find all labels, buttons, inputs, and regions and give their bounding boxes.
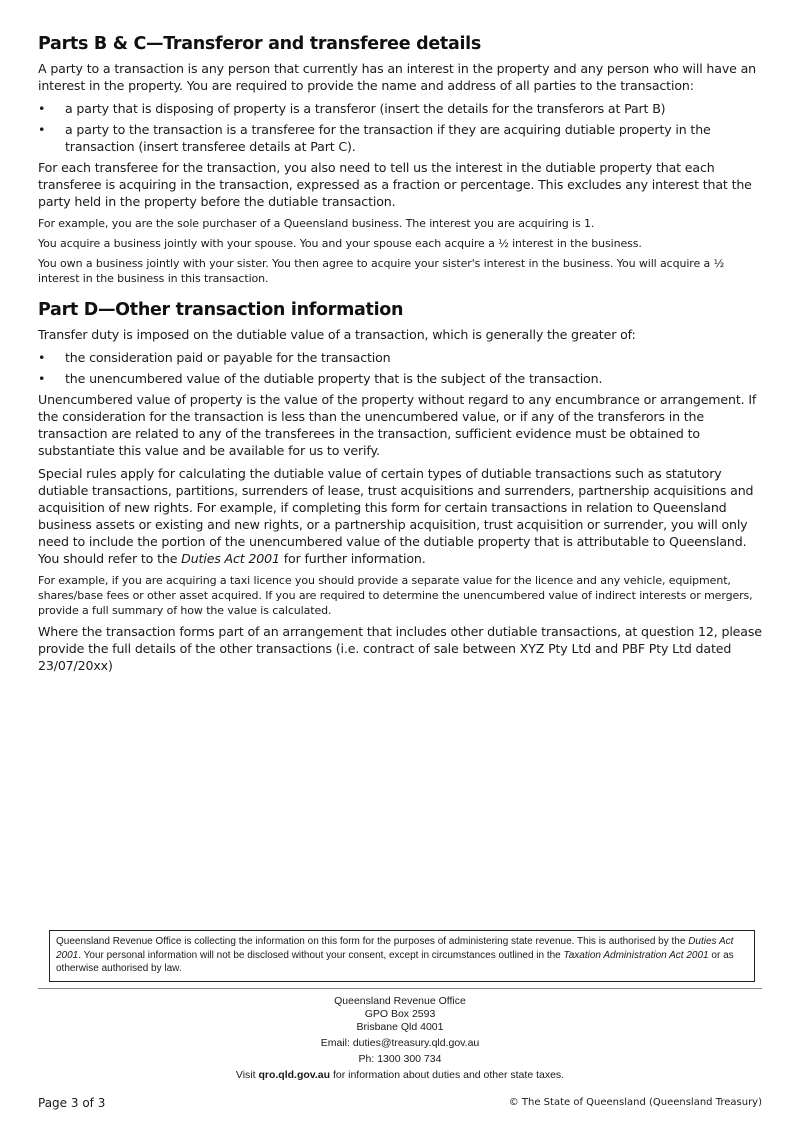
bullet-icon: • xyxy=(38,122,46,137)
example-sole-purchaser: For example, you are the sole purchaser of a Queensland business. The interest you are acquiring is 1. xyxy=(38,217,595,230)
contact-block xyxy=(38,995,762,1082)
page-number: Page 3 of 3 xyxy=(38,1096,106,1110)
special-rules-paragraph: Special rules apply for calculating the dutiable value of certain types of dutiable transactions such as statutory dutiable transactions, partitions, surrenders of lease, trust acquisitions and surrenders, partnership acquisitions and acquisition of new rights. For example, if completing this form for certain transactions in relation to Queensland business assets or existing and new rights, or a partnership acquisition, trust acquisition or surrender, you will only need to include the portion of the unencumbered value of the dutiable property that is attributable to Queensland. You should refer to the Duties Act 2001 for further information. xyxy=(38,466,754,566)
bullet-icon: • xyxy=(38,101,46,116)
list-item: • the consideration paid or payable for the transaction xyxy=(38,350,391,365)
example-sister: You own a business jointly with your sister. You then agree to acquire your sister's interest in the business. You will acquire a ½ interest in the business in this transaction. xyxy=(38,257,725,285)
page-content xyxy=(38,34,762,680)
list-item: • the unencumbered value of the dutiable property that is the subject of the transaction. xyxy=(38,371,603,386)
example-taxi-licence: For example, if you are acquiring a taxi licence you should provide a separate value for the licence and any vehicle, equipment, shares/base fees or other asset acquired. If you are required to determine the unencumbered value of indirect interests or mergers, provide a full summary of how the value is calculated. xyxy=(38,574,753,617)
interest-paragraph: For each transferee for the transaction, you also need to tell us the interest in the dutiable property that each transferee is acquiring in the transaction, expressed as a fraction or percentage. This excludes any interest that the party held in the property before the dutiable transaction. xyxy=(38,160,752,209)
example-spouse: You acquire a business jointly with your spouse. You and your spouse each acquire a ½ interest in the business. xyxy=(38,237,642,250)
dutiable-value-list xyxy=(38,349,762,387)
parties-intro: A party to a transaction is any person that currently has an interest in the property and any person who will have an interest in the property. You are required to provide the name and address of all parties to the transaction: xyxy=(38,61,756,93)
parties-list xyxy=(38,100,762,155)
contact-phone: Ph: 1300 300 734 xyxy=(358,1053,442,1065)
contact-org: Queensland Revenue Office xyxy=(334,995,466,1007)
privacy-notice: Queensland Revenue Office is collecting the information on this form for the purposes of administering state revenue. This is authorised by the Duties Act 2001. Your personal information will not be disclosed without your consent, except in circumstances outlined in the Taxation Administration Act 2001 or as otherwise authorised by law. xyxy=(49,930,755,982)
contact-visit: Visit qro.qld.gov.au for information about duties and other state taxes. xyxy=(235,1069,565,1081)
copyright: © The State of Queensland (Queensland Treasury) xyxy=(508,1097,762,1108)
transfer-duty-intro: Transfer duty is imposed on the dutiable value of a transaction, which is generally the greater of: xyxy=(38,327,636,342)
list-item: • a party to the transaction is a transferee for the transaction if they are acquiring dutiable property in the transaction (insert transferee details at Part C). xyxy=(38,122,711,154)
section-heading-parts-b-c: Parts B & C—Transferor and transferee details xyxy=(38,34,481,54)
unencumbered-paragraph: Unencumbered value of property is the value of the property without regard to any encumbrance or arrangement. If the consideration for the transaction is less than the unencumbered value, or if any of the transferors in the transaction are related to any of the transferees in the transaction, sufficient evidence must be obtained to substantiate this value and be available for us to verify. xyxy=(38,392,757,458)
bullet-icon: • xyxy=(38,371,46,386)
section-heading-part-d: Part D—Other transaction information xyxy=(38,300,404,320)
bullet-icon: • xyxy=(38,350,46,365)
contact-po-box: GPO Box 2593 xyxy=(364,1008,436,1020)
contact-city: Brisbane Qld 4001 xyxy=(356,1021,444,1033)
list-item: • a party that is disposing of property is a transferor (insert the details for the transferors at Part B) xyxy=(38,101,666,116)
duties-act-reference: Duties Act 2001 xyxy=(181,551,280,566)
website-link[interactable]: qro.qld.gov.au xyxy=(258,1069,331,1081)
contact-email[interactable]: Email: duties@treasury.qld.gov.au xyxy=(320,1037,480,1049)
arrangement-paragraph: Where the transaction forms part of an arrangement that includes other dutiable transactions, at question 12, please provide the full details of the other transactions (i.e. contract of sale between XYZ Pty Ltd and PBF Pty Ltd dated 23/07/20xx) xyxy=(38,624,762,673)
section-part-d xyxy=(38,300,762,674)
divider xyxy=(38,988,762,989)
